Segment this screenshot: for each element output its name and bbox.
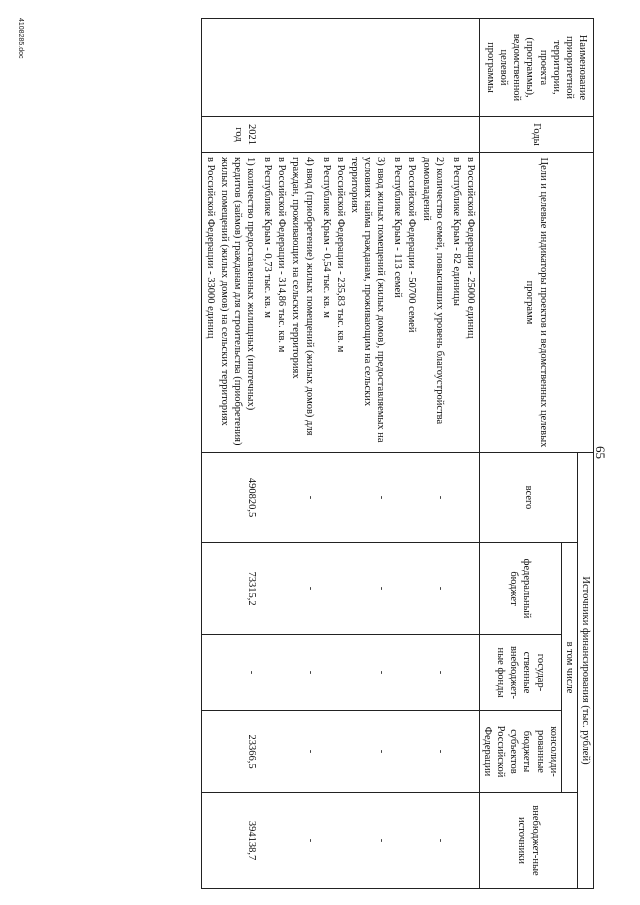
cell-program — [448, 19, 480, 117]
header-goals: Цели и целевые индикаторы проектов и ведомственных целевых программ — [480, 153, 594, 453]
cell-regional: 23366,5 — [201, 711, 259, 793]
cell-regional — [448, 711, 480, 793]
funding-table — [201, 18, 594, 889]
table-row — [389, 19, 448, 889]
cell-extrabudget: - — [389, 793, 448, 889]
table-row — [259, 19, 318, 889]
goal-line: 3) ввод жилых помещений (жилых домов), предоставляемых на условиях найма гражданам, проживающим на сельских территориях — [349, 157, 387, 443]
cell-year: 2021 год — [201, 117, 259, 153]
goal-line: в Российской Федерации - 235,83 тыс. кв. м — [334, 157, 346, 353]
header-extrabudget: внебюджет-ные источники — [480, 793, 578, 889]
cell-federal: - — [318, 543, 390, 635]
cell-regional: - — [318, 711, 390, 793]
cell-state-funds: - — [259, 635, 318, 711]
page-number: 65 — [593, 446, 608, 459]
cell-year — [318, 117, 390, 153]
header-program: Наименование приоритетной территории, проекта (программы), ведомственной целевой программы — [480, 19, 594, 117]
goal-line: в Российской Федерации - 314,86 тыс. кв. м — [276, 157, 288, 353]
cell-year — [259, 117, 318, 153]
goal-line: в Российской Федерации - 33000 единиц — [204, 157, 216, 339]
cell-extrabudget: - — [259, 793, 318, 889]
goal-line: в Республике Крым - 113 семей — [392, 157, 404, 298]
goal-line: в Республике Крым - 82 единицы — [450, 157, 462, 306]
cell-goals — [259, 153, 318, 453]
cell-total: 490820,5 — [201, 453, 259, 543]
header-total: всего — [480, 453, 578, 543]
goal-line: в Российской Федерации - 25000 единиц — [465, 157, 476, 339]
cell-goals — [201, 153, 259, 453]
cell-regional: - — [259, 711, 318, 793]
cell-federal — [448, 543, 480, 635]
goal-line: 1) количество предоставленных жилищных (ипотечных) кредитов (займов) гражданам для строительства (приобретения) жилых помещений (жилых домов) на сельских территориях — [218, 157, 257, 446]
goal-line: в Республике Крым - 0,73 тыс. кв. м — [262, 157, 274, 318]
cell-total — [448, 453, 480, 543]
cell-state-funds: - — [389, 635, 448, 711]
header-state-funds: государ-ственные внебюджет-ные фонды — [480, 635, 562, 711]
header-federal: федеральный бюджет — [480, 543, 562, 635]
cell-state-funds: - — [318, 635, 390, 711]
header-years: Годы — [480, 117, 594, 153]
cell-federal: - — [259, 543, 318, 635]
cell-total: - — [318, 453, 390, 543]
goal-line: в Республике Крым - 0,54 тыс. кв. м — [320, 157, 332, 318]
cell-state-funds: - — [201, 635, 259, 711]
cell-goals — [389, 153, 448, 453]
goal-line: 2) количество семей, повысивших уровень благоустройства домовладений — [420, 157, 445, 425]
cell-total: - — [389, 453, 448, 543]
cell-program — [201, 19, 259, 117]
cell-regional: - — [389, 711, 448, 793]
table-row — [201, 19, 259, 889]
cell-federal: 73315,2 — [201, 543, 259, 635]
cell-year — [448, 117, 480, 153]
cell-program — [259, 19, 318, 117]
cell-program — [389, 19, 448, 117]
header-regional: консолиди-рованные бюджеты субъектов Российской Федерации — [480, 711, 562, 793]
footer-code: 4108285.doc — [17, 18, 24, 59]
cell-extrabudget — [448, 793, 480, 889]
cell-extrabudget: 394138,7 — [201, 793, 259, 889]
cell-program — [318, 19, 390, 117]
table-body — [201, 19, 479, 889]
table-row — [448, 19, 480, 889]
table-row — [318, 19, 390, 889]
cell-goals — [318, 153, 390, 453]
goal-line: 4) ввод (приобретение) жилых помещений (жилых домов) для граждан, проживающих на сельских территориях — [290, 157, 315, 436]
cell-year — [389, 117, 448, 153]
goal-line: в Российской Федерации - 50700 семей — [406, 157, 418, 333]
cell-total: - — [259, 453, 318, 543]
cell-extrabudget: - — [318, 793, 390, 889]
cell-federal: - — [389, 543, 448, 635]
header-including: в том числе — [561, 543, 577, 793]
cell-state-funds — [448, 635, 480, 711]
header-funding: Источники финансирования (тыс. рублей) — [577, 453, 593, 889]
cell-goals — [448, 153, 480, 453]
